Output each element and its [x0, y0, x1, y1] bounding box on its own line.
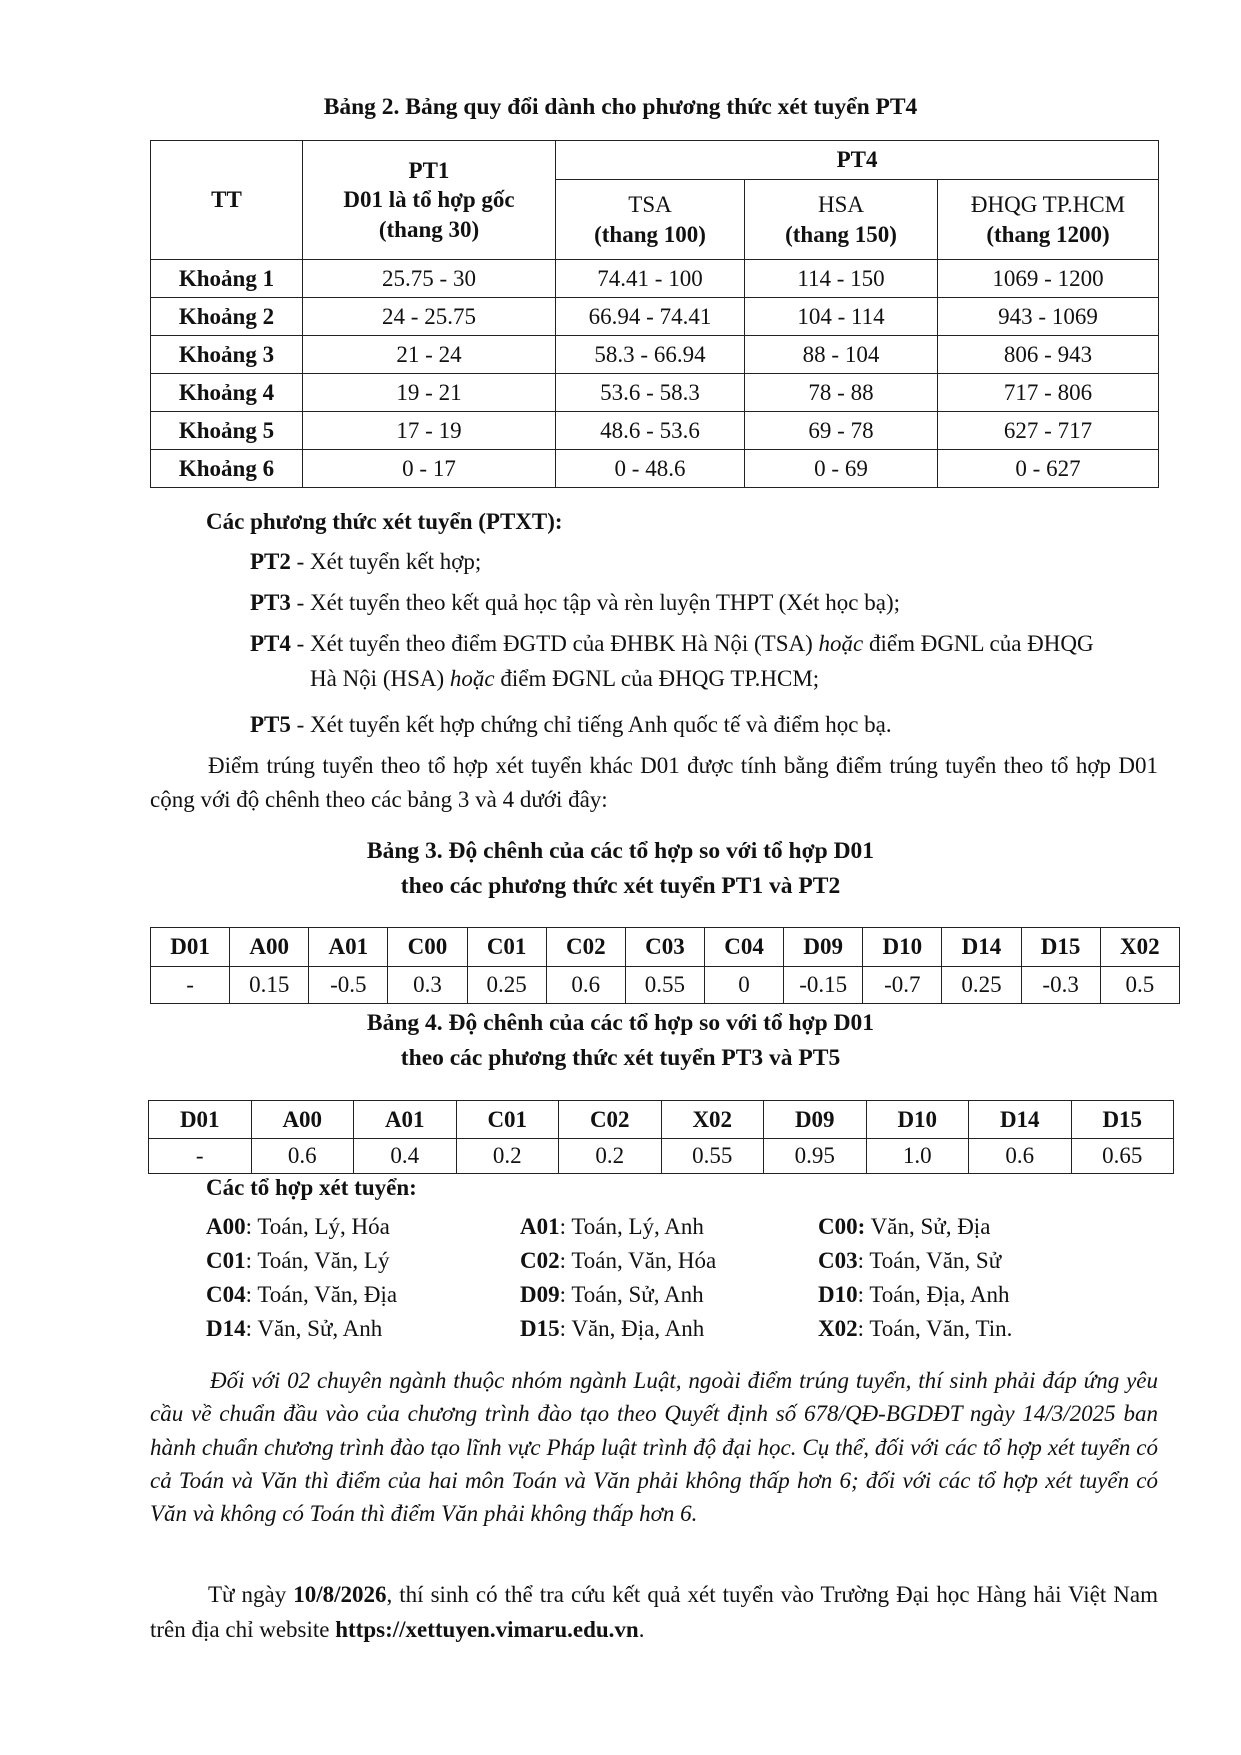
hcm-cell: 1069 - 1200 [938, 260, 1159, 298]
diff-value: 0 [704, 967, 783, 1004]
pt1-cell: 19 - 21 [303, 374, 556, 412]
combo-header: D10 [863, 928, 942, 967]
diff-value: 0.95 [764, 1139, 867, 1174]
tsa-cell: 66.94 - 74.41 [556, 298, 745, 336]
combo-item: D14: Văn, Sử, Anh [206, 1316, 383, 1341]
combo-header: A01 [354, 1101, 457, 1139]
combo-item: A01: Toán, Lý, Anh [520, 1214, 704, 1239]
table3-diff [150, 927, 1180, 1004]
table3-title: Bảng 3. Độ chênh của các tổ hợp so với tổ hợp D01 [366, 838, 875, 864]
diff-value: 0.25 [942, 967, 1021, 1004]
diff-value: 0.6 [546, 967, 625, 1004]
table3-subtitle: theo các phương thức xét tuyển PT1 và PT2 [400, 873, 841, 899]
combo-item: C03: Toán, Văn, Sử [818, 1248, 1002, 1273]
combo-header: A00 [251, 1101, 354, 1139]
hsa-cell: 69 - 78 [745, 412, 938, 450]
row-label: Khoảng 6 [151, 450, 303, 488]
diff-value: -0.7 [863, 967, 942, 1004]
method-pt5: PT5 - Xét tuyển kết hợp chứng chỉ tiếng Anh quốc tế và điểm học bạ. [250, 712, 892, 737]
pt4-header: PT4 [556, 141, 1159, 180]
combo-item: C01: Toán, Văn, Lý [206, 1248, 390, 1273]
combo-header: D15 [1021, 928, 1100, 967]
combo-header: A01 [309, 928, 388, 967]
hsa-cell: 104 - 114 [745, 298, 938, 336]
pt1-cell: 17 - 19 [303, 412, 556, 450]
hsa-cell: 0 - 69 [745, 450, 938, 488]
combo-header: C00 [388, 928, 467, 967]
hcm-header: ĐHQG TP.HCM (thang 1200) [938, 180, 1159, 260]
diff-value: 1.0 [866, 1139, 969, 1174]
combo-header: X02 [1100, 928, 1179, 967]
hcm-cell: 943 - 1069 [938, 298, 1159, 336]
hsa-cell: 78 - 88 [745, 374, 938, 412]
table-row [151, 450, 1159, 488]
law-paragraph: Đối với 02 chuyên ngành thuộc nhóm ngành Luật, ngoài điểm trúng tuyển, thí sinh phải đáp ứng yêu cầu về chuẩn đầu vào của chương trình đào tạo theo Quyết định số 678/QĐ-BGDĐT ngày 14/3/2025 ban hành chuẩn chương trình đào tạo lĩnh vực Pháp luật trình độ đại học. Cụ thể, đối với các tổ hợp xét tuyển có cả Toán và Văn thì điểm của hai môn Toán và Văn phải không thấp hơn 6; đối với các tổ hợp xét tuyển có Văn và không có Toán thì điểm Văn phải không thấp hơn 6. [150, 1368, 1158, 1527]
combo-header: C02 [546, 928, 625, 967]
combo-item: C00: Văn, Sử, Địa [818, 1214, 991, 1239]
diff-value: -0.3 [1021, 967, 1100, 1004]
tsa-cell: 53.6 - 58.3 [556, 374, 745, 412]
method-pt4-cont: Hà Nội (HSA) hoặc điểm ĐGNL của ĐHQG TP.HCM; [310, 666, 820, 691]
combo-header: D01 [149, 1101, 252, 1139]
diff-value: 0.2 [456, 1139, 559, 1174]
methods-heading: Các phương thức xét tuyển (PTXT): [206, 509, 563, 534]
diff-value: -0.15 [784, 967, 863, 1004]
diff-value: - [149, 1139, 252, 1174]
combo-header: C03 [625, 928, 704, 967]
diff-value: 0.6 [251, 1139, 354, 1174]
combo-header: C02 [559, 1101, 662, 1139]
combo-header: D01 [151, 928, 230, 967]
combo-header: C04 [704, 928, 783, 967]
method-pt3: PT3 - Xét tuyển theo kết quả học tập và rèn luyện THPT (Xét học bạ); [250, 590, 900, 615]
table4-title: Bảng 4. Độ chênh của các tổ hợp so với tổ hợp D01 [366, 1010, 875, 1036]
combo-item: D10: Toán, Địa, Anh [818, 1282, 1010, 1307]
hsa-cell: 114 - 150 [745, 260, 938, 298]
combo-header: D10 [866, 1101, 969, 1139]
combo-header: D09 [784, 928, 863, 967]
combo-item: C02: Toán, Văn, Hóa [520, 1248, 717, 1273]
website-link[interactable]: https://xettuyen.vimaru.edu.vn [335, 1616, 639, 1642]
hsa-cell: 88 - 104 [745, 336, 938, 374]
combo-item: D09: Toán, Sử, Anh [520, 1282, 704, 1307]
diff-value: 0.4 [354, 1139, 457, 1174]
tsa-cell: 0 - 48.6 [556, 450, 745, 488]
tsa-cell: 48.6 - 53.6 [556, 412, 745, 450]
pt1-cell: 25.75 - 30 [303, 260, 556, 298]
table4-subtitle: theo các phương thức xét tuyển PT3 và PT5 [400, 1045, 841, 1071]
combo-item: D15: Văn, Địa, Anh [520, 1316, 705, 1341]
tsa-header: TSA (thang 100) [556, 180, 745, 260]
combo-header: D14 [969, 1101, 1072, 1139]
table-row [151, 374, 1159, 412]
diff-value: -0.5 [309, 967, 388, 1004]
hsa-header: HSA (thang 150) [745, 180, 938, 260]
row-label: Khoảng 2 [151, 298, 303, 336]
diff-value: 0.25 [467, 967, 546, 1004]
method-pt4: PT4 - Xét tuyển theo điểm ĐGTD của ĐHBK Hà Nội (TSA) hoặc điểm ĐGNL của ĐHQG [250, 631, 1094, 656]
combo-header: C01 [456, 1101, 559, 1139]
diff-value: 0.65 [1071, 1139, 1174, 1174]
table-row [151, 298, 1159, 336]
combos-heading: Các tổ hợp xét tuyển: [206, 1175, 417, 1200]
hcm-cell: 717 - 806 [938, 374, 1159, 412]
table4-diff [148, 1100, 1174, 1174]
diff-value: 0.2 [559, 1139, 662, 1174]
row-label: Khoảng 5 [151, 412, 303, 450]
diff-paragraph: Điểm trúng tuyển theo tổ hợp xét tuyển khác D01 được tính bằng điểm trúng tuyển theo tổ hợp D01 cộng với độ chênh theo các bảng 3 và 4 dưới đây: [150, 753, 1158, 813]
hcm-cell: 627 - 717 [938, 412, 1159, 450]
combo-header: X02 [661, 1101, 764, 1139]
combo-header: A00 [230, 928, 309, 967]
tsa-cell: 74.41 - 100 [556, 260, 745, 298]
combo-header: C01 [467, 928, 546, 967]
combo-header: D15 [1071, 1101, 1174, 1139]
diff-value: 0.5 [1100, 967, 1179, 1004]
diff-value: 0.6 [969, 1139, 1072, 1174]
pt1-cell: 24 - 25.75 [303, 298, 556, 336]
row-label: Khoảng 4 [151, 374, 303, 412]
combo-item: C04: Toán, Văn, Địa [206, 1282, 398, 1307]
tsa-cell: 58.3 - 66.94 [556, 336, 745, 374]
table-row [151, 260, 1159, 298]
combo-header: D14 [942, 928, 1021, 967]
conversion-table [150, 140, 1159, 488]
diff-value: 0.55 [625, 967, 704, 1004]
row-label: Khoảng 3 [151, 336, 303, 374]
combo-header: D09 [764, 1101, 867, 1139]
diff-value: 0.55 [661, 1139, 764, 1174]
lookup-paragraph: Từ ngày 10/8/2026, thí sinh có thể tra cứu kết quả xét tuyển vào Trường Đại học Hàng hải Việt Nam trên địa chỉ website https://xettuyen.vimaru.edu.vn. [150, 1582, 1158, 1642]
method-pt2: PT2 - Xét tuyển kết hợp; [250, 549, 482, 574]
hcm-cell: 0 - 627 [938, 450, 1159, 488]
table-row [151, 412, 1159, 450]
combo-item: X02: Toán, Văn, Tin. [818, 1316, 1013, 1341]
table2-title: Bảng 2. Bảng quy đổi dành cho phương thức xét tuyển PT4 [323, 94, 918, 120]
table-row [151, 336, 1159, 374]
combo-item: A00: Toán, Lý, Hóa [206, 1214, 390, 1239]
diff-value: 0.15 [230, 967, 309, 1004]
pt1-cell: 0 - 17 [303, 450, 556, 488]
row-label: Khoảng 1 [151, 260, 303, 298]
tt-header: TT [151, 141, 303, 260]
pt1-cell: 21 - 24 [303, 336, 556, 374]
pt1-header: PT1 D01 là tổ hợp gốc (thang 30) [303, 141, 556, 260]
diff-value: 0.3 [388, 967, 467, 1004]
hcm-cell: 806 - 943 [938, 336, 1159, 374]
diff-value: - [151, 967, 230, 1004]
